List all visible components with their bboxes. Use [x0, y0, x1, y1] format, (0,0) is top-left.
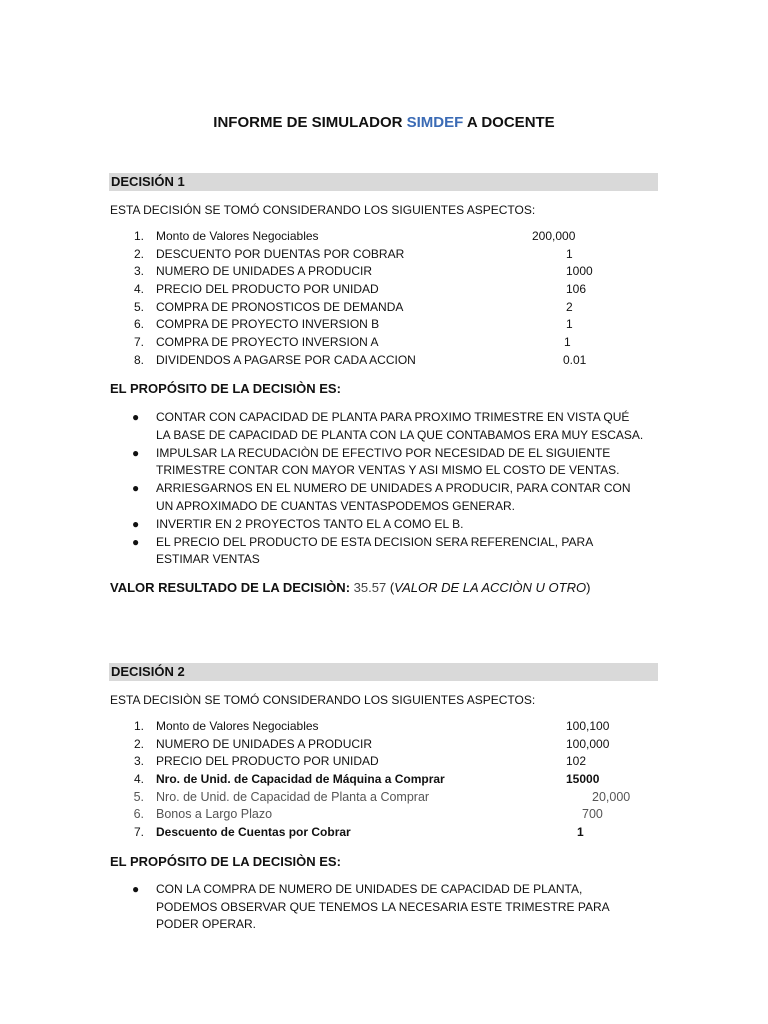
bullet-icon: ● [132, 882, 140, 896]
list-item [0, 737, 768, 755]
list-item [0, 754, 768, 772]
item-value: 100,100 [566, 719, 610, 733]
list-item [0, 300, 768, 318]
item-label: COMPRA DE PRONOSTICOS DE DEMANDA [156, 299, 404, 314]
bullet-text: INVERTIR EN 2 PROYECTOS TANTO EL A COMO EL B. [156, 516, 464, 531]
decision-2-intro: ESTA DECISIÒN SE TOMÓ CONSIDERANDO LOS SIGUIENTES ASPECTOS: [110, 693, 536, 707]
item-label: Monto de Valores Negociables [156, 719, 319, 733]
decision-2-purpose-heading: EL PROPÓSITO DE LA DECISIÒN ES: [110, 854, 341, 869]
item-number: 3. [133, 754, 144, 769]
item-value: 0.01 [563, 352, 587, 367]
title-accent: SIMDEF [406, 114, 464, 131]
list-item [0, 409, 768, 444]
item-value: 1 [566, 246, 573, 261]
item-label: DIVIDENDOS A PAGARSE POR CADA ACCION [156, 352, 416, 367]
item-label: PRECIO DEL PRODUCTO POR UNIDAD [156, 754, 379, 769]
list-item [0, 790, 768, 808]
list-item [0, 772, 768, 790]
decision-2-header: DECISIÓN 2 [111, 664, 185, 679]
item-value: 15000 [566, 772, 600, 787]
item-number: 3. [133, 264, 144, 279]
item-value: 100,000 [566, 736, 610, 751]
list-item [0, 335, 768, 353]
document-title [0, 114, 768, 131]
item-number: 8. [133, 352, 144, 367]
list-item [0, 247, 768, 265]
decision-2-purpose-list [0, 881, 768, 934]
item-value: 700 [582, 807, 603, 822]
list-item [0, 881, 768, 934]
item-value: 1000 [566, 264, 593, 279]
bullet-icon: ● [132, 516, 140, 531]
bullet-text: EL PRECIO DEL PRODUCTO DE ESTA DECISION SERA REFERENCIAL, PARA ESTIMAR VENTAS [156, 534, 593, 566]
title-prefix: INFORME DE SIMULADOR [213, 114, 407, 131]
list-item [0, 317, 768, 335]
item-number: 7. [133, 825, 144, 840]
bullet-icon: ● [132, 481, 140, 495]
item-number: 6. [133, 807, 144, 822]
list-item [0, 480, 768, 515]
result-note: VALOR DE LA ACCIÒN U OTRO [394, 580, 587, 595]
list-item [0, 807, 768, 825]
item-value: 102 [566, 754, 587, 769]
decision-1-purpose-heading: EL PROPÓSITO DE LA DECISIÒN ES: [110, 381, 341, 396]
item-number: 7. [133, 335, 144, 350]
item-label: COMPRA DE PROYECTO INVERSION A [156, 335, 379, 350]
bullet-icon: ● [132, 410, 140, 424]
item-number: 1. [133, 229, 144, 243]
item-value: 1 [566, 317, 573, 332]
list-item [0, 516, 768, 534]
item-value: 1 [577, 825, 584, 840]
item-value: 1 [564, 335, 571, 350]
item-number: 2. [133, 736, 144, 751]
item-label: DESCUENTO POR DUENTAS POR COBRAR [156, 246, 405, 261]
bullet-text: CONTAR CON CAPACIDAD DE PLANTA PARA PROXIMO TRIMESTRE EN VISTA QUÉ LA BASE DE CAPACIDAD DE PLANTA CON LA QUE CONTABAMOS ERA MUY ESCASA. [156, 410, 644, 442]
item-number: 1. [133, 719, 144, 733]
item-label: COMPRA DE PROYECTO INVERSION B [156, 317, 380, 332]
item-label: PRECIO DEL PRODUCTO POR UNIDAD [156, 282, 379, 297]
decision-1-purpose-list [0, 409, 768, 569]
list-item [0, 282, 768, 300]
item-value: 200,000 [532, 229, 576, 243]
item-label: Bonos a Largo Plazo [156, 807, 273, 822]
item-value: 2 [566, 299, 573, 314]
bullet-icon: ● [132, 534, 140, 549]
bullet-text: IMPULSAR LA RECUDACIÒN DE EFECTIVO POR NECESIDAD DE EL SIGUIENTE TRIMESTRE CONTAR CON MAYOR VENTAS Y ASI MISMO EL COSTO DE VENTAS. [156, 445, 620, 477]
item-number: 2. [133, 246, 144, 261]
item-label: NUMERO DE UNIDADES A PRODUCIR [156, 736, 373, 751]
item-label: NUMERO DE UNIDADES A PRODUCIR [156, 264, 373, 279]
item-number: 4. [133, 282, 144, 297]
title-suffix: A DOCENTE [463, 114, 555, 131]
bullet-icon: ● [132, 445, 140, 460]
decision-1-header: DECISIÓN 1 [111, 174, 185, 189]
item-number: 5. [133, 789, 144, 804]
decision-2-header-bar [109, 663, 658, 681]
item-value: 106 [566, 282, 587, 297]
bullet-text: CON LA COMPRA DE NUMERO DE UNIDADES DE CAPACIDAD DE PLANTA, PODEMOS OBSERVAR QUE TENEMOS LA NECESARIA ESTE TRIMESTRE PARA PODER OPERAR. [156, 882, 610, 931]
decision-2-aspect-list [0, 719, 768, 843]
list-item [0, 353, 768, 371]
list-item [0, 534, 768, 569]
item-number: 6. [133, 317, 144, 332]
item-number: 5. [133, 299, 144, 314]
item-label: Nro. de Unid. de Capacidad de Planta a Comprar [156, 789, 430, 804]
list-item [0, 445, 768, 480]
bullet-text: ARRIESGARNOS EN EL NUMERO DE UNIDADES A PRODUCIR, PARA CONTAR CON UN APROXIMADO DE CUANTAS VENTASPODEMOS GENERAR. [156, 481, 631, 513]
decision-1-result: VALOR RESULTADO DE LA DECISIÒN: 35.57 (VALOR DE LA ACCIÒN U OTRO) [110, 580, 591, 595]
decision-1-intro: ESTA DECISIÓN SE TOMÓ CONSIDERANDO LOS SIGUIENTES ASPECTOS: [110, 203, 536, 217]
result-label: VALOR RESULTADO DE LA DECISIÒN: [110, 580, 351, 595]
list-item [0, 229, 768, 247]
item-label: Nro. de Unid. de Capacidad de Máquina a Comprar [156, 772, 445, 787]
item-label: Monto de Valores Negociables [156, 229, 319, 243]
item-number: 4. [133, 772, 144, 787]
result-value: 35.57 [353, 580, 387, 595]
list-item [0, 825, 768, 843]
list-item [0, 264, 768, 282]
decision-1-aspect-list [0, 229, 768, 371]
list-item [0, 719, 768, 737]
item-label: Descuento de Cuentas por Cobrar [156, 825, 351, 840]
decision-1-header-bar [109, 173, 658, 191]
item-value: 20,000 [592, 789, 631, 804]
